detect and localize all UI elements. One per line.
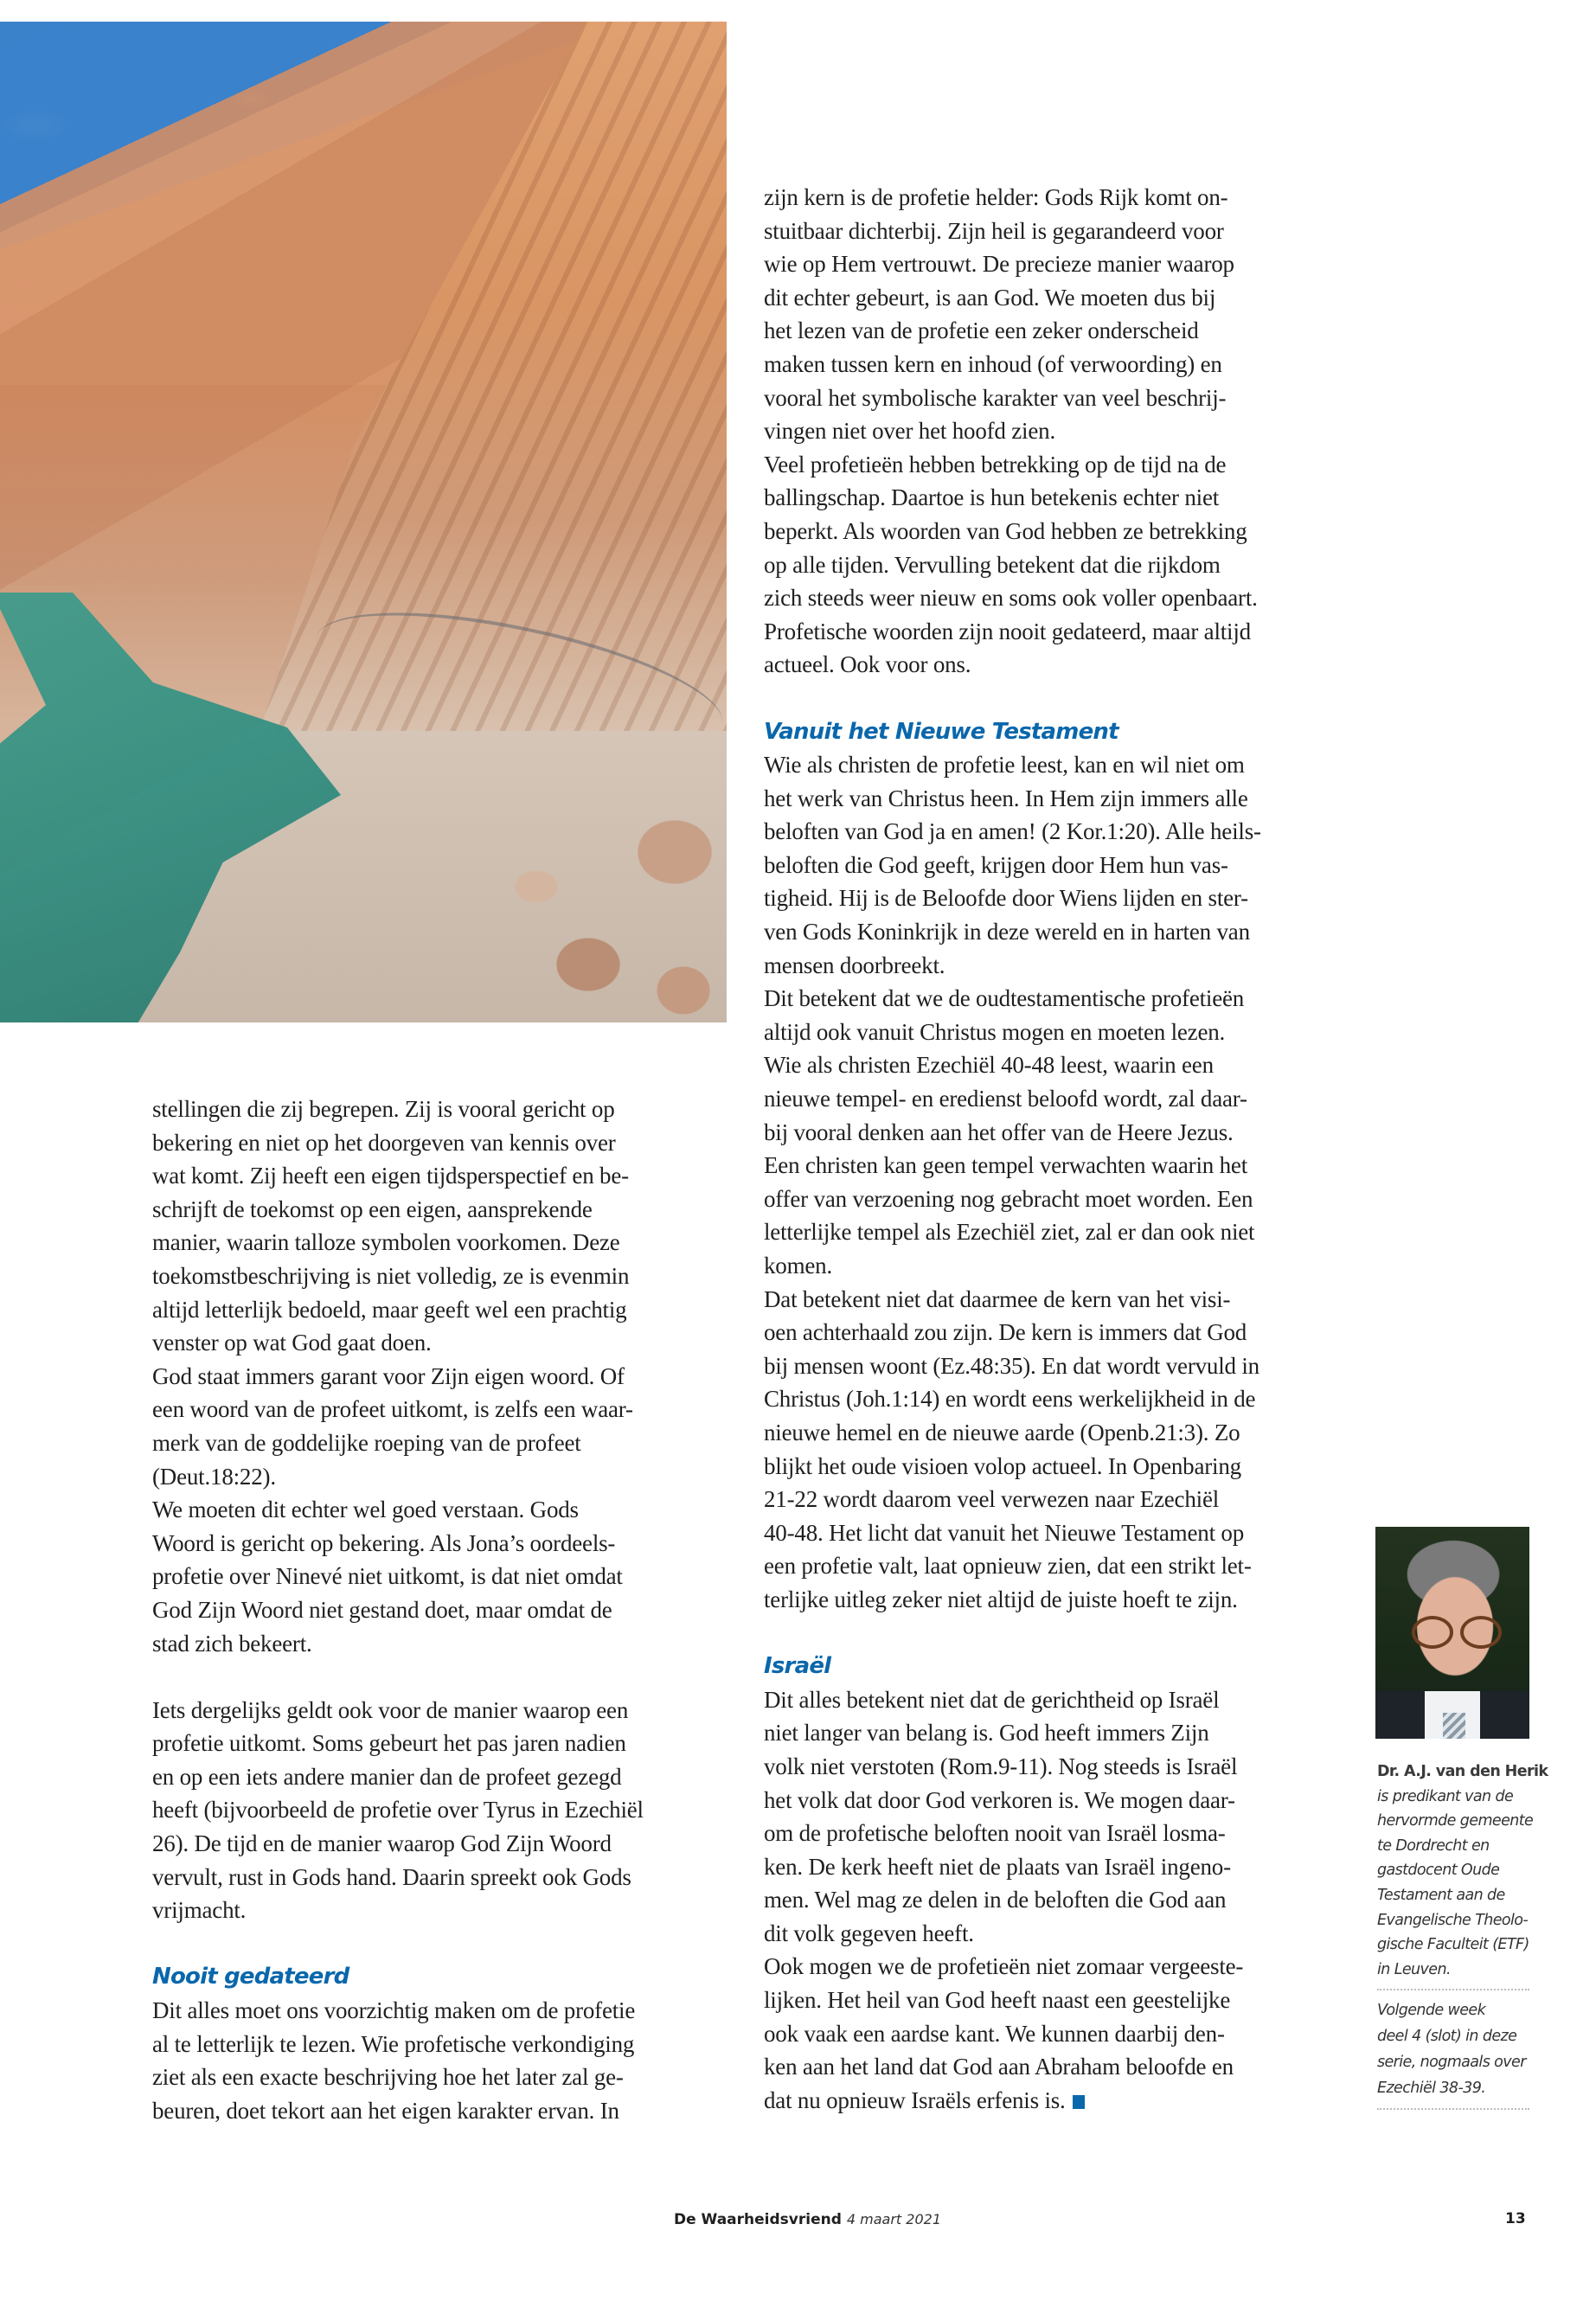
text-line: stad zich bekeert. (152, 1630, 312, 1657)
dotted-divider (1377, 1989, 1529, 1990)
text-line: nieuwe tempel- en eredienst beloofd wordt, zal daar- (764, 1086, 1247, 1112)
text-line: stellingen die zij begrepen. Zij is vooral gericht op (152, 1096, 615, 1122)
text-line: God Zijn Woord niet gestand doet, maar omdat de (152, 1596, 612, 1623)
text-line: toekomstbeschrijving is niet volledig, ze is evenmin (152, 1262, 630, 1289)
spacer (152, 1927, 732, 1961)
section-heading-nooit-gedateerd: Nooit gedateerd (152, 1964, 349, 1990)
bio-line: Evangelische Theolo- (1377, 1911, 1529, 1929)
text-line: vingen niet over het hoofd zien. (764, 418, 1055, 445)
text-line: Dat betekent niet dat daarmee de kern van het visi- (764, 1285, 1231, 1312)
text-line: een profetie valt, laat opnieuw zien, dat een strikt let- (764, 1553, 1252, 1580)
text-line: het volk dat door God verkoren is. We mogen daar- (764, 1786, 1235, 1813)
text-line: profetie uitkomt. Soms gebeurt het pas jaren nadien (152, 1730, 626, 1757)
text-line: actueel. Ook voor ons. (764, 651, 971, 678)
text-line: men. Wel mag ze delen in de beloften die God aan (764, 1887, 1227, 1913)
bio-line: in Leuven. (1377, 1960, 1451, 1978)
text-line: Iets dergelijks geldt ook voor de manier waarop een (152, 1696, 629, 1723)
text-line: terlijke uitleg zeker niet altijd de juiste hoeft te zijn. (764, 1586, 1238, 1612)
author-portrait (1375, 1527, 1529, 1739)
text-line: We moeten dit echter wel goed verstaan. Gods (152, 1497, 579, 1523)
note-line: deel 4 (slot) in deze (1377, 2028, 1517, 2046)
text-line: ballingschap. Daartoe is hun betekenis echter niet (764, 484, 1220, 511)
text-line: Een christen kan geen tempel verwachten waarin het (764, 1152, 1247, 1179)
section-body-nooit-gedateerd (152, 1994, 732, 2127)
text-line: zich steeds weer nieuw en soms ook voller openbaart. (764, 585, 1258, 612)
dotted-divider (1377, 2108, 1529, 2110)
text-line: blijkt het oude visioen volop actueel. In Openbaring (764, 1452, 1241, 1479)
bio-line: Testament aan de (1377, 1886, 1505, 1904)
text-line: 21-22 wordt daarom veel verwezen naar Ezechiël (764, 1486, 1220, 1513)
text-line: stuitbaar dichterbij. Zijn heil is gegarandeerd voor (764, 217, 1224, 244)
text-line: ven Gods Koninkrijk in deze wereld en in harten van (764, 919, 1250, 945)
text-line: lijken. Het heil van God heeft naast een geestelijke (764, 1987, 1231, 2014)
section-body-nieuwe-testament (764, 748, 1352, 1616)
text-line: beuren, doet tekort aan het eigen karakter ervan. In (152, 2097, 619, 2124)
text-line: ken. De kerk heeft niet de plaats van Israël ingeno- (764, 1853, 1231, 1880)
text-line: dat nu opnieuw Israëls erfenis is. (764, 2086, 1066, 2113)
text-line: altijd letterlijk bedoeld, maar geeft wel een prachtig (152, 1296, 627, 1323)
text-line: God staat immers garant voor Zijn eigen woord. Of (152, 1362, 625, 1389)
landscape-photo (0, 22, 727, 1022)
text-line: vervult, rust in Gods hand. Daarin spreekt ook Gods (152, 1863, 631, 1890)
text-line: om de profetische beloften nooit van Israël losma- (764, 1820, 1226, 1847)
running-footer (674, 2211, 941, 2228)
text-line: profetie over Ninevé niet uitkomt, is dat niet omdat (152, 1563, 623, 1590)
text-line: Dit alles betekent niet dat de gerichtheid op Israël (764, 1686, 1220, 1713)
text-line: Christus (Joh.1:14) en wordt eens werkelijkheid in de (764, 1386, 1256, 1413)
text-line: het werk van Christus heen. In Hem zijn immers alle (764, 785, 1248, 811)
bio-line: gastdocent Oude (1377, 1862, 1500, 1880)
text-line: op alle tijden. Vervulling betekent dat die rijkdom (764, 551, 1221, 578)
bio-line: is predikant van de (1377, 1787, 1514, 1805)
section-heading-israel: Israël (764, 1653, 831, 1680)
text-line: maken tussen kern en inhoud (of verwoording) en (764, 350, 1222, 377)
text-line-final (764, 2084, 1352, 2118)
note-line: Volgende week (1377, 2002, 1486, 2020)
text-line: altijd ook vanuit Christus mogen en moeten lezen. (764, 1018, 1226, 1045)
text-line: zijn kern is de profetie helder: Gods Rijk komt on- (764, 184, 1228, 210)
text-line: bij vooral denken aan het offer van de Heere Jezus. (764, 1118, 1234, 1145)
end-of-article-square-icon (1073, 2095, 1085, 2109)
text-line: Dit alles moet ons voorzichtig maken om de profetie (152, 1997, 636, 2024)
text-line: schrijft de toekomst op een eigen, aansprekende (152, 1195, 593, 1222)
text-line: bekering en niet op het doorgeven van kennis over (152, 1129, 616, 1156)
text-line: en op een iets andere manier dan de profeet gezegd (152, 1763, 622, 1790)
author-role (1377, 1785, 1534, 1983)
text-line: letterlijke tempel als Ezechiël ziet, zal er dan ook niet (764, 1219, 1255, 1246)
text-line: offer van verzoening nog gebracht moet worden. Een (764, 1185, 1253, 1212)
text-line: oen achterhaald zou zijn. De kern is immers dat God (764, 1319, 1247, 1346)
bio-line: te Dordrecht en (1377, 1836, 1490, 1855)
spacer (764, 682, 1352, 715)
section-heading-nieuwe-testament: Vanuit het Nieuwe Testament (764, 718, 1118, 745)
text-line: bij mensen woont (Ez.48:35). En dat wordt vervuld in (764, 1352, 1259, 1379)
paragraph-2 (152, 1694, 732, 1927)
paragraph-1 (152, 1093, 732, 1660)
intro-paragraph (764, 181, 1352, 682)
left-column (152, 1093, 732, 2127)
text-line: beloften die God geeft, krijgen door Hem hun vas- (764, 851, 1228, 878)
text-line: al te letterlijk te lezen. Wie profetische verkondiging (152, 2030, 635, 2057)
text-line: beloften van God ja en amen! (2 Kor.1:20). Alle heils- (764, 818, 1261, 845)
author-bio (1377, 1759, 1548, 2117)
author-name: Dr. A.J. van den Herik (1377, 1763, 1548, 1780)
text-line: niet langer van belang is. God heeft immers Zijn (764, 1720, 1209, 1747)
text-line: ken aan het land dat God aan Abraham beloofde en (764, 2054, 1234, 2080)
text-line: komen. (764, 1253, 833, 1279)
note-line: Ezechiël 38-39. (1377, 2080, 1486, 2098)
text-line: nieuwe hemel en de nieuwe aarde (Openb.21:3). Zo (764, 1419, 1240, 1445)
text-line: volk niet verstoten (Rom.9-11). Nog steeds is Israël (764, 1753, 1238, 1779)
tie (1443, 1713, 1465, 1739)
bio-line: gische Faculteit (ETF) (1377, 1936, 1529, 1954)
text-line: Dit betekent dat we de oudtestamentische profetieën (764, 985, 1245, 1012)
text-line: dit volk gegeven heeft. (764, 1920, 974, 1946)
publication-name: De Waarheidsvriend (674, 2211, 842, 2228)
text-line: wat komt. Zij heeft een eigen tijdsperspectief en be- (152, 1163, 629, 1189)
text-line: dit echter gebeurt, is aan God. We moeten dus bij (764, 284, 1216, 311)
right-column (764, 181, 1352, 2117)
text-line: merk van de goddelijke roeping van de profeet (152, 1429, 581, 1456)
text-line: manier, waarin talloze symbolen voorkomen. Deze (152, 1229, 620, 1256)
text-line: ook vaak een aardse kant. We kunnen daarbij den- (764, 2020, 1225, 2047)
next-week-note (1377, 1997, 1529, 2101)
spacer (764, 1617, 1352, 1650)
text-line: heeft (bijvoorbeeld de profetie over Tyrus in Ezechiël (152, 1797, 644, 1823)
text-line: Profetische woorden zijn nooit gedateerd, maar altijd (764, 618, 1251, 644)
note-line: serie, nogmaals over (1377, 2054, 1526, 2072)
text-line: Ook mogen we de profetieën niet zomaar vergeeste- (764, 1953, 1244, 1980)
text-line: mensen doorbreekt. (764, 952, 945, 978)
text-line: 26). De tijd en de manier waarop God Zijn Woord (152, 1830, 612, 1857)
boulders (484, 783, 727, 1022)
text-line: vooral het symbolische karakter van veel beschrij- (764, 384, 1227, 411)
text-line: Veel profetieën hebben betrekking op de tijd na de (764, 451, 1227, 478)
text-line: Woord is gericht op bekering. Als Jona’s oordeels- (152, 1529, 616, 1556)
text-line: beperkt. Als woorden van God hebben ze betrekking (764, 517, 1247, 544)
page-number: 13 (1505, 2210, 1526, 2227)
text-line: het lezen van de profetie een zeker onderscheid (764, 317, 1199, 344)
spacer (152, 1660, 732, 1694)
text-line: (Deut.18:22). (152, 1463, 276, 1490)
bio-line: hervormde gemeente (1377, 1812, 1534, 1830)
text-line: tigheid. Hij is de Beloofde door Wiens lijden en ster- (764, 885, 1248, 912)
glasses (1412, 1616, 1502, 1644)
text-line: vrijmacht. (152, 1897, 247, 1924)
issue-date: 4 maart 2021 (846, 2211, 941, 2227)
text-line: wie op Hem vertrouwt. De precieze manier waarop (764, 251, 1234, 278)
text-line: ziet als een exacte beschrijving hoe het later zal ge- (152, 2064, 624, 2091)
text-line: 40-48. Het licht dat vanuit het Nieuwe Testament op (764, 1519, 1245, 1546)
text-line: venster op wat God gaat doen. (152, 1330, 432, 1356)
section-body-israel (764, 1683, 1352, 2118)
text-line: een woord van de profeet uitkomt, is zelfs een waar- (152, 1396, 633, 1423)
text-line: Wie als christen Ezechiël 40-48 leest, waarin een (764, 1052, 1214, 1079)
text-line: Wie als christen de profetie leest, kan en wil niet om (764, 752, 1245, 779)
